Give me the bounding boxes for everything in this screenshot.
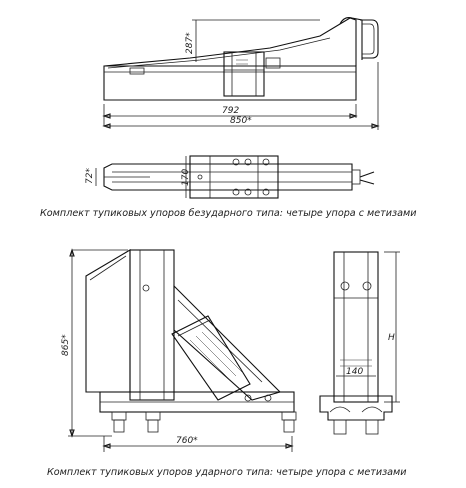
dim-flange-140: 140 [346,367,364,377]
dim-length-760: 760* [176,436,198,446]
caption-bottom: Комплект тупиковых упоров ударного типа: четыре упора с метизами [47,467,407,478]
top-side-view [104,18,378,130]
bottom-side-view [61,250,296,452]
dim-width-170: 170 [181,168,191,186]
dim-length-792: 792 [222,106,240,116]
bottom-front-view [320,252,400,434]
dim-height-865: 865* [61,334,71,356]
dim-height-287: 287* [185,32,195,54]
dim-width-72: 72* [85,168,95,184]
caption-top: Комплект тупиковых упоров безударного типа: четыре упора с метизами [40,208,417,219]
dim-length-850: 850* [230,116,252,126]
dim-label-h: H [388,333,395,343]
top-plan-view [85,156,374,198]
